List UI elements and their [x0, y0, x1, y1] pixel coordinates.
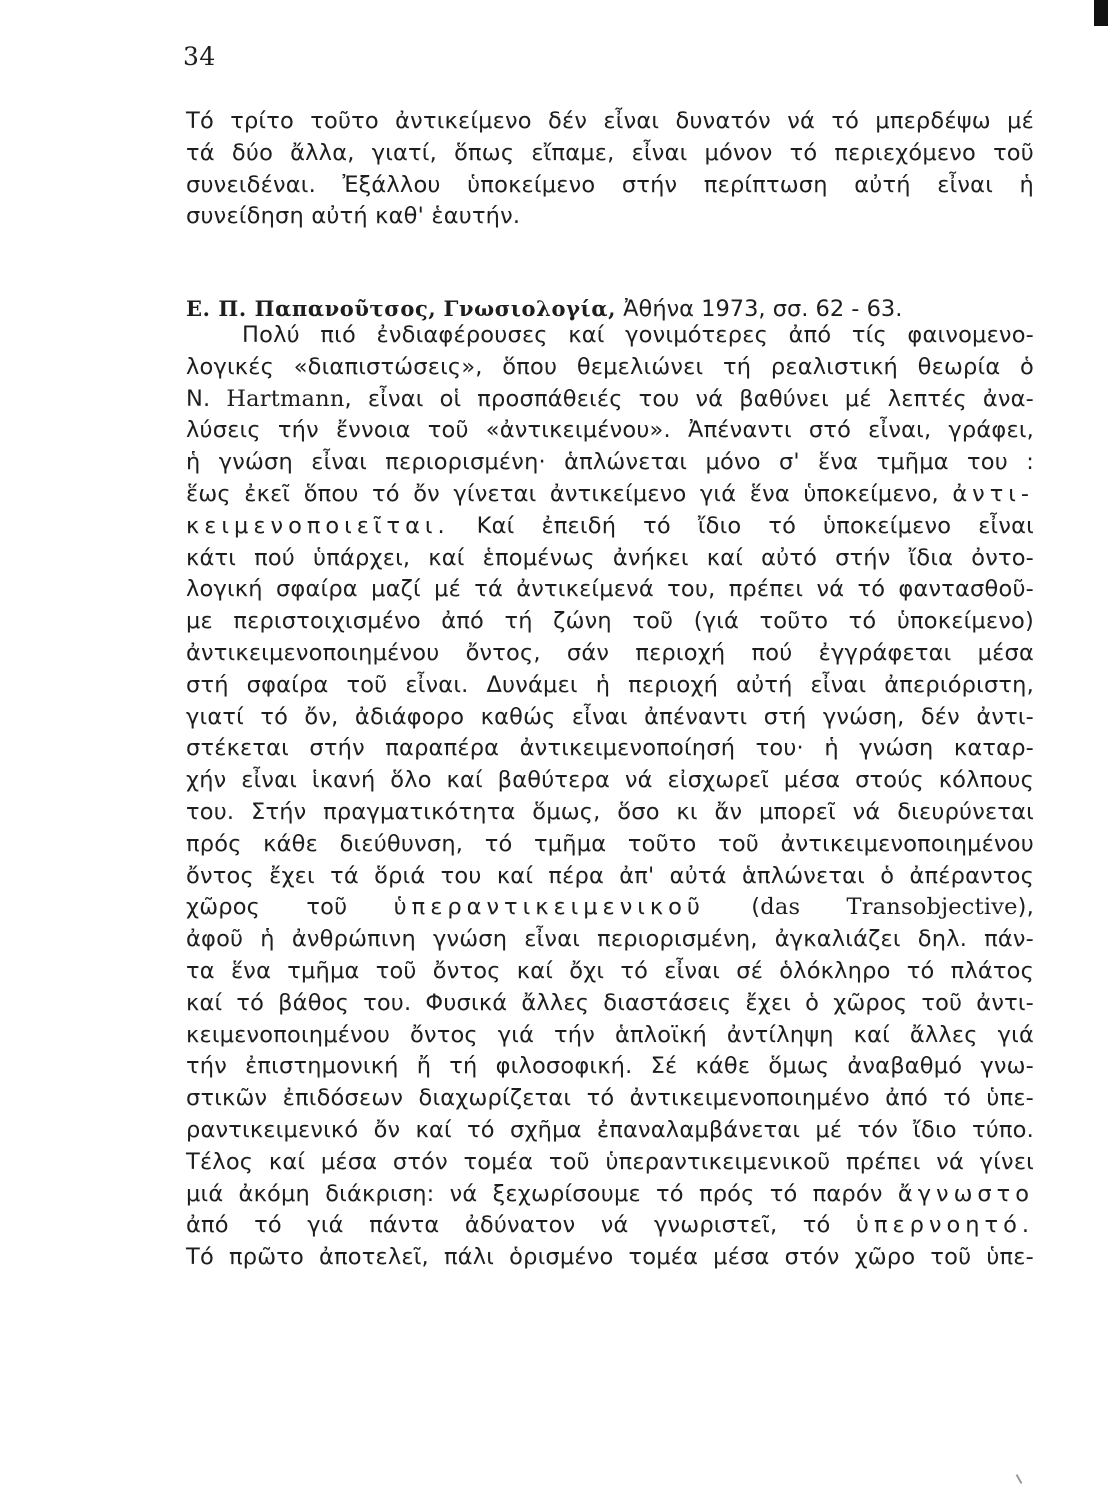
text-line: κειμενοποιεῖται. Καί ἐπειδή τό ἴδιο τό ὑποκείμενο εἶναι — [186, 512, 1034, 539]
spaced-emphasis: ἀντι- — [952, 480, 1034, 507]
text-line: χήν εἶναι ἱκανή ὅλο καί βαθύτερα νά εἰσχωρεῖ μέσα στούς κόλπους — [186, 767, 1034, 794]
text-line: λογικές «διαπιστώσεις», ὅπου θεμελιώνει τή ρεαλιστική θεωρία ὁ — [186, 353, 1034, 380]
text-line: συνειδέναι. Ἐξάλλου ὑποκείμενο στήν περίπτωση αὐτή εἶναι ἡ — [186, 171, 1034, 198]
text-line: στή σφαίρα τοῦ εἶναι. Δυνάμει ἡ περιοχή αὐτή εἶναι ἀπεριόριστη, — [186, 671, 1034, 698]
text-line: ἀντικειμενοποιημένου ὄντος, σάν περιοχή πού ἐγγράφεται μέσα — [186, 639, 1034, 666]
spaced-emphasis: ἄγνωστο — [897, 1180, 1034, 1207]
text-line: Τό πρῶτο ἀποτελεῖ, πάλι ὁρισμένο τομέα μέσα στόν χῶρο τοῦ ὑπε- — [186, 1244, 1034, 1271]
scan-speck — [1016, 1474, 1023, 1484]
text-line: ἀφοῦ ἡ ἀνθρώπινη γνώση εἶναι περιορισμένη, ἀγκαλιάζει δηλ. πάν- — [186, 926, 1034, 953]
text-line: μιά ἀκόμη διάκριση: νά ξεχωρίσουμε τό πρός τό παρόν ἄγνωστο — [186, 1180, 1034, 1207]
text-line: του. Στήν πραγματικότητα ὅμως, ὅσο κι ἄν μπορεῖ νά διευρύνεται — [186, 798, 1034, 825]
paragraph-main — [186, 320, 1034, 1274]
page-number: 34 — [183, 42, 216, 71]
text-line: καί τό βάθος του. Φυσικά ἄλλες διαστάσεις ἔχει ὁ χῶρος τοῦ ἀντι- — [186, 989, 1034, 1016]
text-line: Τό τρίτο τοῦτο ἀντικείμενο δέν εἶναι δυνατόν νά τό μπερδέψω μέ — [186, 108, 1034, 134]
text-line: συνείδηση αὐτή καθ' ἑαυτήν. — [186, 203, 521, 230]
text-line: ραντικειμενικό ὄν καί τό σχῆμα ἐπαναλαμβάνεται μέ τόν ἴδιο τύπο. — [186, 1116, 1034, 1143]
text-line: γιατί τό ὄν, ἀδιάφορο καθώς εἶναι ἀπέναντι στή γνώση, δέν ἀντι- — [186, 703, 1034, 730]
text-line: τήν ἐπιστημονική ἤ τή φιλοσοφική. Σέ κάθε ὅμως ἀναβαθμό γνω- — [186, 1053, 1034, 1080]
citation-work: Γνωσιολογία, — [443, 296, 616, 321]
spaced-emphasis: ὑπερνοητό. — [855, 1212, 1034, 1239]
text-line: με περιστοιχισμένο ἀπό τή ζώνη τοῦ (γιά τοῦτο τό ὑποκείμενο) — [186, 608, 1034, 635]
spaced-emphasis: κειμενοποιεῖται. — [186, 512, 450, 539]
text-line: πρός κάθε διεύθυνση, τό τμῆμα τοῦτο τοῦ ἀντικειμενοποιημένου — [186, 830, 1034, 857]
text-line: ἀπό τό γιά πάντα ἀδύνατον νά γνωριστεῖ, τό ὑπερνοητό. — [186, 1212, 1034, 1239]
text-line: λογική σφαίρα μαζί μέ τά ἀντικείμενά του, πρέπει νά τό φαντασθοῦ- — [186, 576, 1034, 603]
text-line: Ν. Hartmann, εἶναι οἱ προσπάθειές του νά βαθύνει μέ λεπτές ἀνα- — [186, 385, 1034, 412]
text-line: στικῶν ἐπιδόσεων διαχωρίζεται τό ἀντικειμενοποιημένο ἀπό τό ὑπε- — [186, 1085, 1034, 1112]
citation-details: Ἀθήνα 1973, σσ. 62 - 63. — [623, 296, 903, 322]
german-term: das Transobjective — [760, 894, 1018, 921]
paragraph-quote — [186, 106, 1034, 233]
text-line: στέκεται στήν παραπέρα ἀντικειμενοποίησή του· ἡ γνώση καταρ- — [186, 735, 1034, 762]
text-line: κειμενοποιημένου ὄντος γιά τήν ἁπλοϊκή ἀντίληψη καί ἄλλες γιά — [186, 1021, 1034, 1048]
text-line: ὄντος ἔχει τά ὅριά του καί πέρα ἀπ' αὐτά ἁπλώνεται ὁ ἀπέραντος — [186, 862, 1034, 889]
spaced-emphasis: ὑπεραντικειμενικοῦ — [393, 894, 705, 921]
text-line: τά δύο ἄλλα, γιατί, ὅπως εἴπαμε, εἶναι μόνον τό περιεχόμενο τοῦ — [186, 139, 1034, 166]
text-line: τα ἕνα τμῆμα τοῦ ὄντος καί ὄχι τό εἶναι σέ ὁλόκληρο τό πλάτος — [186, 957, 1034, 984]
text-line: Τέλος καί μέσα στόν τομέα τοῦ ὑπεραντικειμενικοῦ πρέπει νά γίνει — [186, 1148, 1034, 1175]
name-hartmann: Hartmann — [226, 385, 345, 412]
text-line: χῶρος τοῦ ὑπεραντικειμενικοῦ (das Transobjective), — [186, 894, 1034, 921]
text-line: ἕως ἐκεῖ ὅπου τό ὄν γίνεται ἀντικείμενο γιά ἕνα ὑποκείμενο, ἀντι- — [186, 480, 1034, 507]
text-line: λύσεις τήν ἔννοια τοῦ «ἀντικειμένου». Ἀπέναντι στό εἶναι, γράφει, — [186, 417, 1034, 444]
text-line: ἡ γνώση εἶναι περιορισμένη· ἁπλώνεται μόνο σ' ἕνα τμῆμα του : — [186, 449, 1034, 476]
text-line: κάτι πού ὑπάρχει, καί ἑπομένως ἀνήκει καί αὐτό στήν ἴδια ὀντο- — [186, 544, 1034, 571]
scan-edge-mark — [1094, 0, 1108, 26]
citation-author: Ε. Π. Παπανοῦτσος, — [186, 296, 437, 321]
text-line: Πολύ πιό ἐνδιαφέρουσες καί γονιμότερες ἀπό τίς φαινομενο- — [242, 322, 1034, 348]
